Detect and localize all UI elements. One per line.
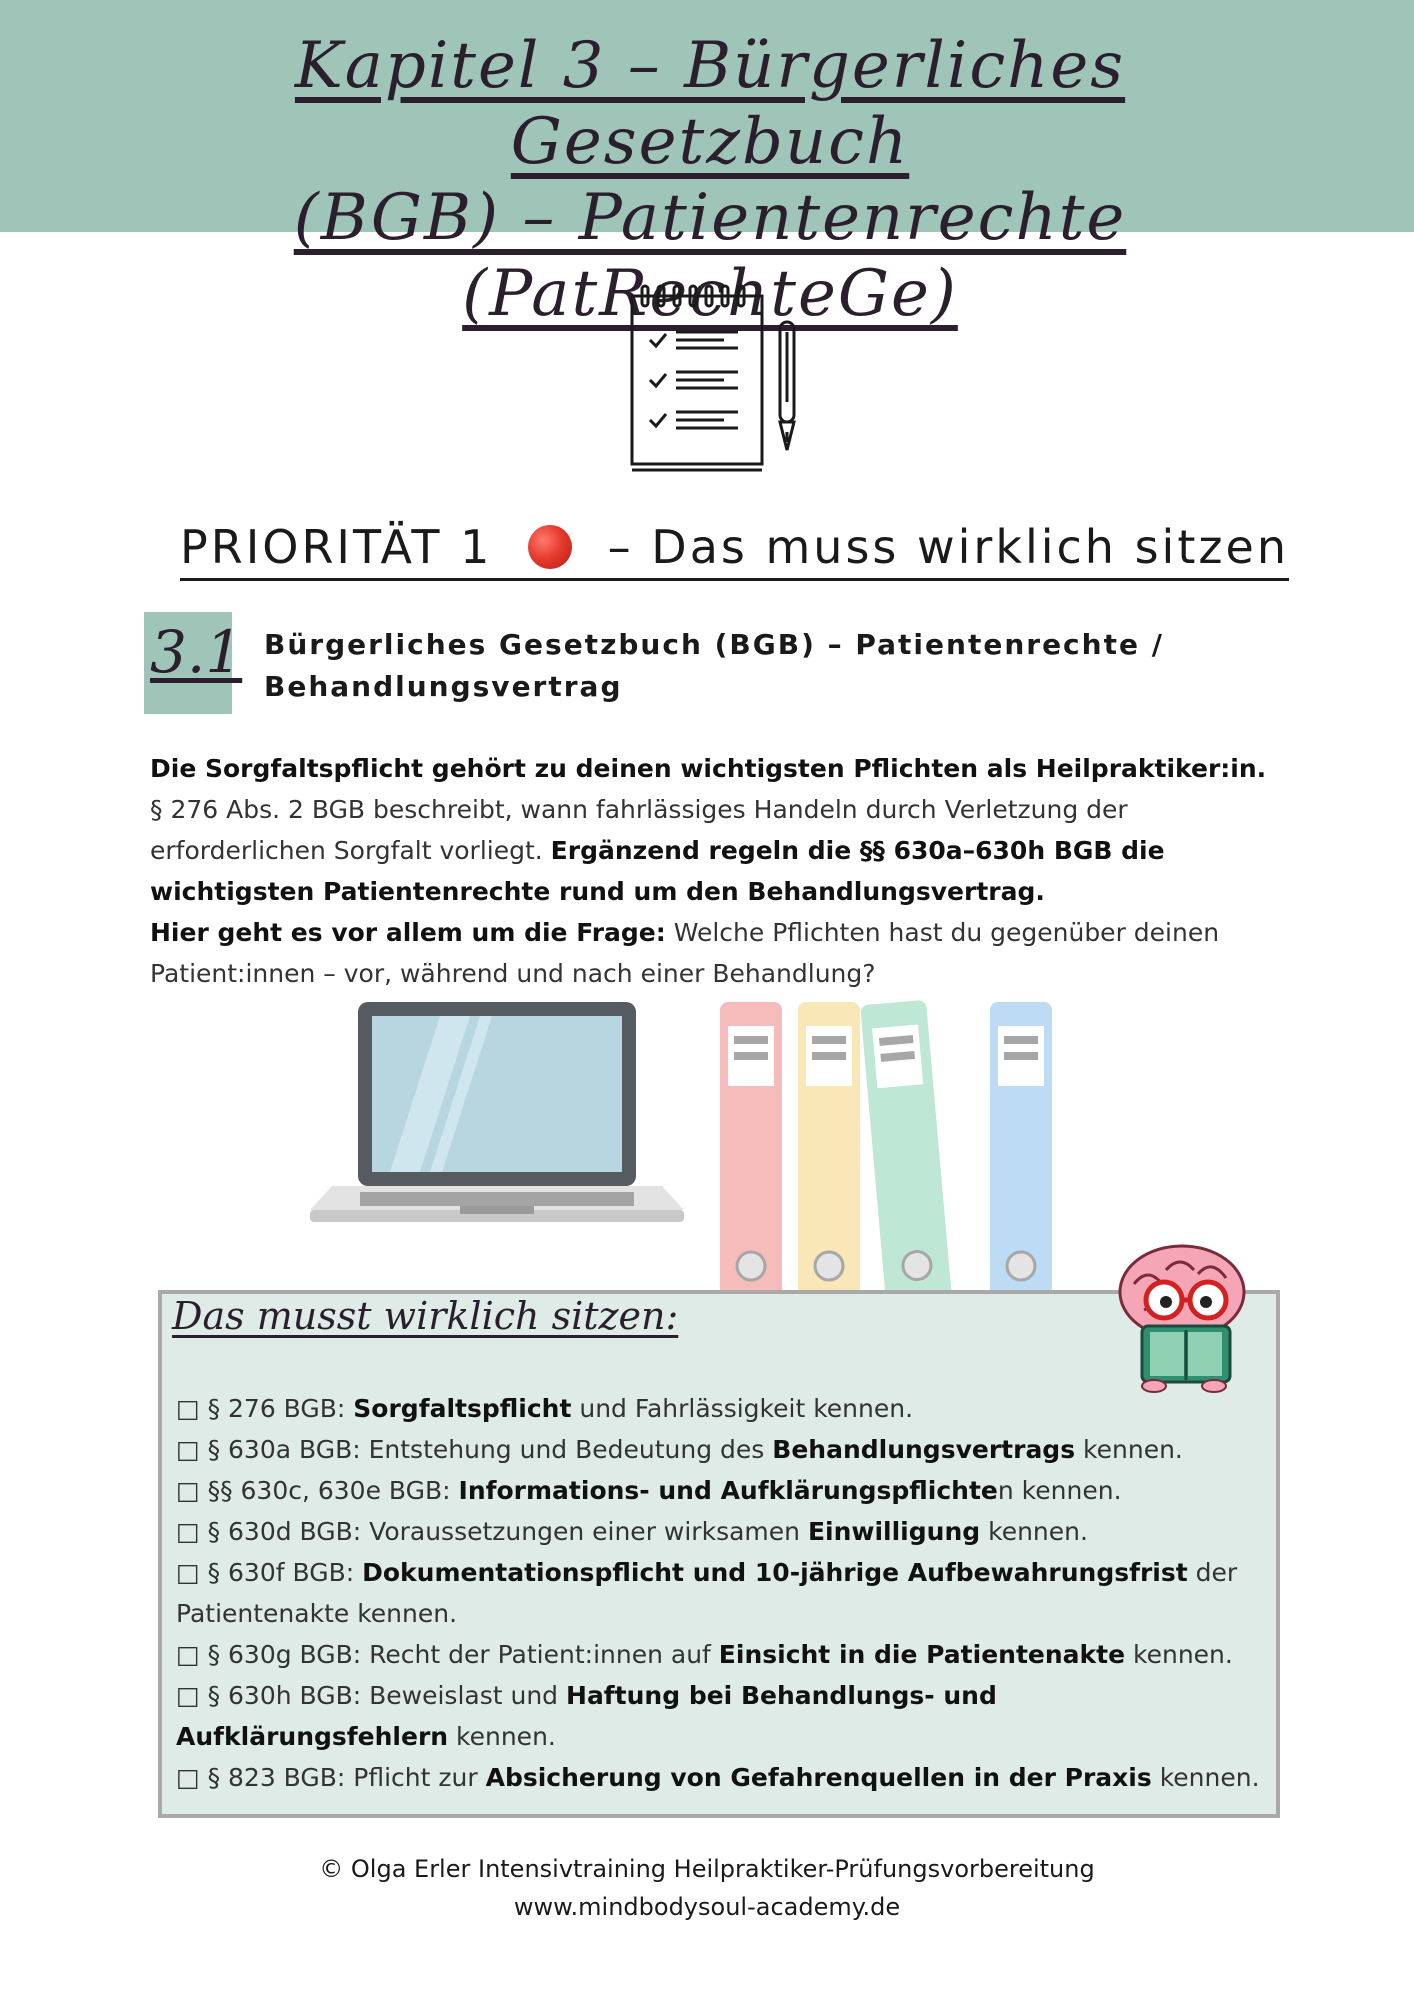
item-text: der Patientenakte kennen. — [176, 1558, 1238, 1628]
item-text: kennen. — [1125, 1640, 1233, 1669]
item-text: kennen. — [1075, 1435, 1183, 1464]
section-title — [264, 624, 1284, 708]
footer — [0, 1850, 1414, 1926]
intro-text — [150, 748, 1270, 994]
item-bold: Einsicht in die Patientenakte — [718, 1640, 1126, 1669]
item-text: kennen. — [1151, 1763, 1260, 1792]
checklist-notepad-icon — [620, 282, 810, 482]
checklist-item[interactable] — [176, 1675, 1266, 1757]
item-text: □ § 630f BGB: — [176, 1558, 363, 1587]
item-text: □ § 630g BGB: Recht der Patient:innen auf — [176, 1640, 719, 1669]
checklist-item[interactable] — [176, 1470, 1266, 1511]
intro-paragraph-2 — [150, 912, 1270, 994]
checklist-item[interactable] — [176, 1634, 1266, 1675]
item-bold: Informations- und Aufklärungspflichte — [458, 1476, 998, 1505]
item-text: □ § 823 BGB: Pflicht zur — [176, 1763, 486, 1792]
item-text: □ § 630a BGB: Entstehung und Bedeutung des — [176, 1435, 773, 1464]
priority-label: PRIORITÄT 1 — [180, 520, 511, 574]
intro-paragraph-1 — [150, 748, 1270, 912]
item-bold: Behandlungsvertrags — [772, 1435, 1076, 1464]
item-bold: Sorgfaltspflicht — [353, 1394, 572, 1423]
section-title-line1: Bürgerliches Gesetzbuch (BGB) – Patientenrechte / — [264, 628, 1164, 661]
item-text: □ § 630h BGB: Beweislast und — [176, 1681, 567, 1710]
intro-p1-bold2: Ergänzend regeln die §§ 630a–630h BGB die wichtigsten Patientenrechte rund um den Behandlungsvertrag. — [150, 836, 1165, 906]
intro-p2-bold: Hier geht es vor allem um die Frage: — [150, 918, 666, 947]
item-text: n kennen. — [997, 1476, 1122, 1505]
priority-subtitle: – Das muss wirklich sitzen — [590, 520, 1289, 574]
item-bold: Haftung bei Behandlungs- und Aufklärungsfehlern — [176, 1681, 997, 1751]
checklist-item[interactable] — [176, 1552, 1266, 1634]
intro-p1-bold: Die Sorgfaltspflicht gehört zu deinen wichtigsten Pflichten als Heilpraktiker:in. — [150, 754, 1267, 783]
checklist-item[interactable] — [176, 1757, 1266, 1798]
reading-brain-icon — [1104, 1234, 1264, 1394]
checklist-item[interactable] — [176, 1511, 1266, 1552]
section-title-line2: Behandlungsvertrag — [264, 670, 623, 703]
item-text: □ § 276 BGB: — [176, 1394, 354, 1423]
item-text: □ §§ 630c, 630e BGB: — [176, 1476, 459, 1505]
item-bold: Dokumentationspflicht und 10-jährige Aufbewahrungsfrist — [362, 1558, 1188, 1587]
priority-heading — [180, 520, 1289, 581]
checklist-item[interactable] — [176, 1429, 1266, 1470]
intro-p1-text: § 276 Abs. 2 BGB beschreibt, wann fahrlässiges Handeln durch Verletzung der erforderlichen Sorgfalt vorliegt. — [150, 795, 1128, 865]
checklist-item[interactable] — [176, 1388, 1266, 1429]
footer-copyright: © Olga Erler Intensivtraining Heilpraktiker-Prüfungsvorbereitung — [319, 1855, 1095, 1883]
chapter-title-line2: (BGB) – Patientenrechte (PatRechteGe) — [293, 181, 1127, 331]
laptop-icon — [310, 1002, 684, 1222]
red-circle-icon — [528, 525, 572, 569]
item-text: kennen. — [448, 1722, 556, 1751]
item-bold: Einwilligung — [807, 1517, 981, 1546]
key-points-title: Das musst wirklich sitzen: — [172, 1294, 679, 1338]
item-text: kennen. — [980, 1517, 1088, 1546]
item-bold: Absicherung von Gefahrenquellen in der Praxis — [485, 1763, 1152, 1792]
intro-p2-text: Welche Pflichten hast du gegenüber deinen Patient:innen – vor, während und nach einer Behandlung? — [150, 918, 1220, 988]
chapter-title-line1: Kapitel 3 – Bürgerliches Gesetzbuch — [294, 29, 1126, 179]
item-text: □ § 630d BGB: Voraussetzungen einer wirksamen — [176, 1517, 808, 1546]
item-text: und Fahrlässigkeit kennen. — [571, 1394, 914, 1423]
section-number: 3.1 — [150, 618, 243, 686]
key-points-list — [176, 1388, 1266, 1798]
footer-website[interactable]: www.mindbodysoul-academy.de — [513, 1893, 901, 1921]
